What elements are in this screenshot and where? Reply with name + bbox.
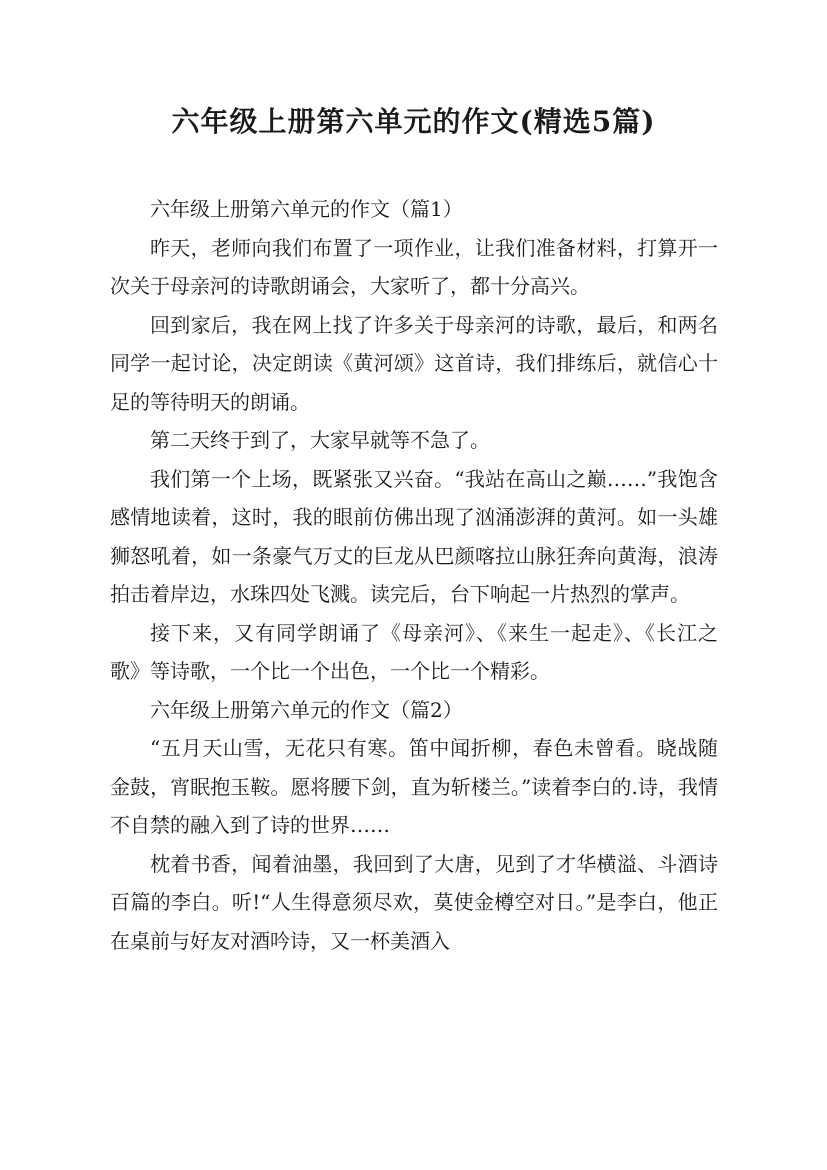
- section-heading-2: 六年级上册第六单元的作文（篇2）: [150, 697, 463, 722]
- paragraph: 第二天终于到了，大家早就等不急了。: [150, 428, 490, 452]
- paragraph: 昨天，老师向我们布置了一项作业，让我们准备材料，打算开一次关于母亲河的诗歌朗诵会，大家听了，都十分高兴。: [110, 235, 718, 298]
- paragraph: 我们第一个上场，既紧张又兴奋。“我站在高山之巅……”我饱含感情地读着，这时，我的眼前仿佛出现了汹涌澎湃的黄河。如一头雄狮怒吼着，如一条豪气万丈的巨龙从巴颜喀拉山脉狂奔向黄海，浪涛拍击着岸边，水珠四处飞溅。读完后，台下响起一片热烈的掌声。: [110, 466, 718, 606]
- paragraph: 回到家后，我在网上找了许多关于母亲河的诗歌，最后，和两名同学一起讨论，决定朗读《黄河颂》这首诗，我们排练后，就信心十足的等待明天的朗诵。: [110, 312, 718, 414]
- paragraph: 枕着书香，闻着油墨，我回到了大唐，见到了才华横溢、斗酒诗百篇的李白。听!“人生得意须尽欢，莫使金樽空对日。”是李白，他正在桌前与好友对酒吟诗，又一杯美酒入: [110, 851, 718, 953]
- document-title: 六年级上册第六单元的作文(精选5篇): [171, 105, 656, 138]
- paragraph: 接下来，又有同学朗诵了《母亲河》、《来生一起走》、《长江之歌》等诗歌，一个比一个出色，一个比一个精彩。: [110, 620, 718, 683]
- paragraph: “五月天山雪，无花只有寒。笛中闻折柳，春色未曾看。晓战随金鼓，宵眠抱玉鞍。愿将腰下剑，直为斩楼兰。”读着李白的.诗，我情不自禁的融入到了诗的世界……: [110, 736, 718, 837]
- document-body: [110, 190, 718, 960]
- section-heading-1: 六年级上册第六单元的作文（篇1）: [150, 197, 463, 221]
